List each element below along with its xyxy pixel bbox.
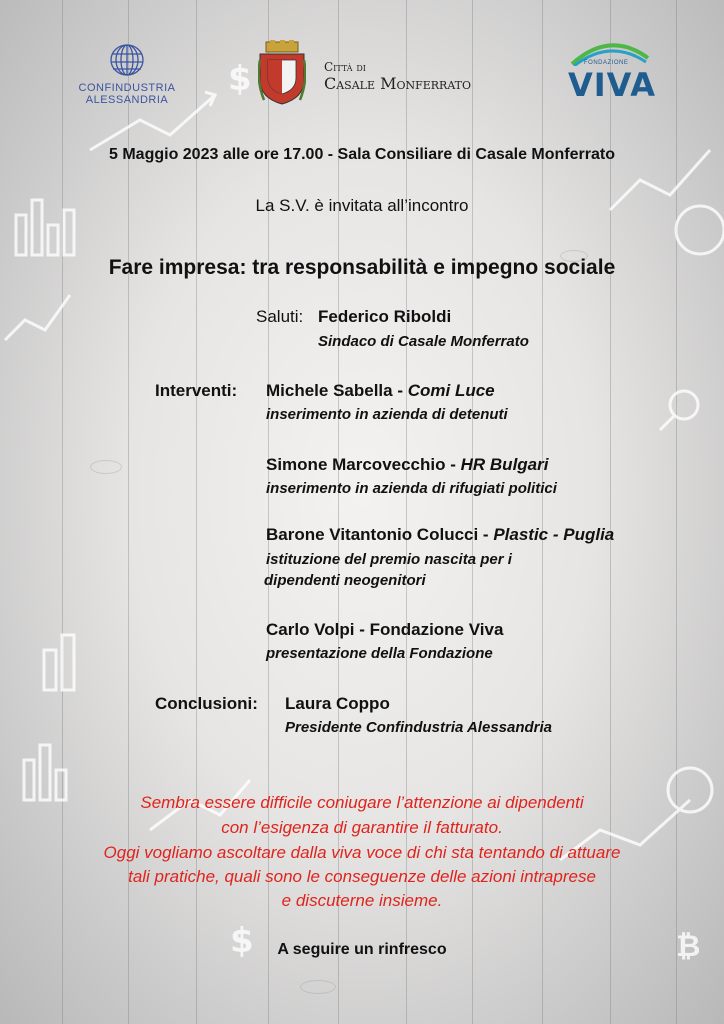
- interventi-label: Interventi:: [155, 381, 238, 400]
- viva-small-label: FONDAZIONE: [584, 60, 629, 66]
- intervento-desc: inserimento in azienda di detenuti: [266, 406, 508, 423]
- intervento-speaker: [266, 381, 495, 401]
- intervento-desc: presentazione della Fondazione: [266, 645, 493, 662]
- confindustria-line1: CONFINDUSTRIA: [78, 82, 176, 94]
- citta-casale-logo: [258, 40, 498, 110]
- confindustria-logo: [72, 42, 182, 112]
- speaker-name: Michele Sabella -: [266, 381, 408, 400]
- speaker-name: Simone Marcovecchio -: [266, 455, 461, 474]
- saluti-name: Federico Riboldi: [318, 307, 452, 326]
- confindustria-line2: ALESSANDRIA: [85, 94, 169, 106]
- saluti-role: Sindaco di Casale Monferrato: [318, 333, 529, 350]
- event-date-location: 5 Maggio 2023 alle ore 17.00 - Sala Consiliare di Casale Monferrato: [109, 146, 615, 163]
- intervento-speaker: [266, 525, 614, 545]
- viva-name: VIVA: [568, 66, 657, 104]
- conclusioni-role: Presidente Confindustria Alessandria: [285, 719, 553, 736]
- intervento-desc: istituzione del premio nascita per i: [266, 551, 512, 568]
- invite-line: La S.V. è invitata all’incontro: [255, 196, 469, 215]
- dollar-icon-2: $: [230, 921, 254, 961]
- confindustria-emblem-icon: [107, 42, 147, 80]
- intervento-desc-2: dipendenti neogenitori: [264, 572, 426, 589]
- intervento-desc: inserimento in azienda di rifugiati politici: [266, 480, 557, 497]
- citta-line1: Città di: [324, 60, 366, 74]
- footer-refreshment: A seguire un rinfresco: [277, 941, 447, 958]
- speaker-org: Comi Luce: [407, 381, 495, 400]
- speaker-name: Carlo Volpi - Fondazione Viva: [266, 620, 504, 639]
- closing-line-5: e discuterne insieme.: [281, 891, 443, 910]
- citta-line2: Casale Monferrato: [324, 74, 472, 93]
- closing-line-2: con l’esigenza di garantire il fatturato.: [221, 818, 503, 837]
- bar-chart-icon: [16, 215, 26, 255]
- closing-line-4: tali pratiche, quali sono le conseguenze delle azioni intraprese: [128, 867, 596, 886]
- conclusioni-label: Conclusioni:: [155, 694, 258, 713]
- line-chart-icon: [5, 295, 70, 340]
- intervento-speaker: [266, 620, 503, 640]
- closing-line-1: Sembra essere difficile coniugare l’attenzione ai dipendenti: [140, 793, 584, 812]
- magnifier-icon: [670, 391, 698, 419]
- speaker-org: Plastic - Puglia: [493, 525, 615, 544]
- intervento-speaker: [266, 455, 548, 475]
- event-title: Fare impresa: tra responsabilità e impegno sociale: [108, 256, 616, 279]
- coat-of-arms-icon: [258, 40, 306, 106]
- conclusioni-name: Laura Coppo: [285, 694, 390, 713]
- closing-line-3: Oggi vogliamo ascoltare dalla viva voce di chi sta tentando di attuare: [103, 843, 621, 862]
- speaker-name: Barone Vitantonio Colucci -: [266, 525, 494, 544]
- fondazione-viva-logo: [560, 36, 660, 108]
- bitcoin-icon: ₿: [676, 929, 701, 964]
- dollar-icon: $: [228, 59, 252, 99]
- saluti-label: Saluti:: [256, 307, 304, 326]
- speaker-org: HR Bulgari: [460, 455, 549, 474]
